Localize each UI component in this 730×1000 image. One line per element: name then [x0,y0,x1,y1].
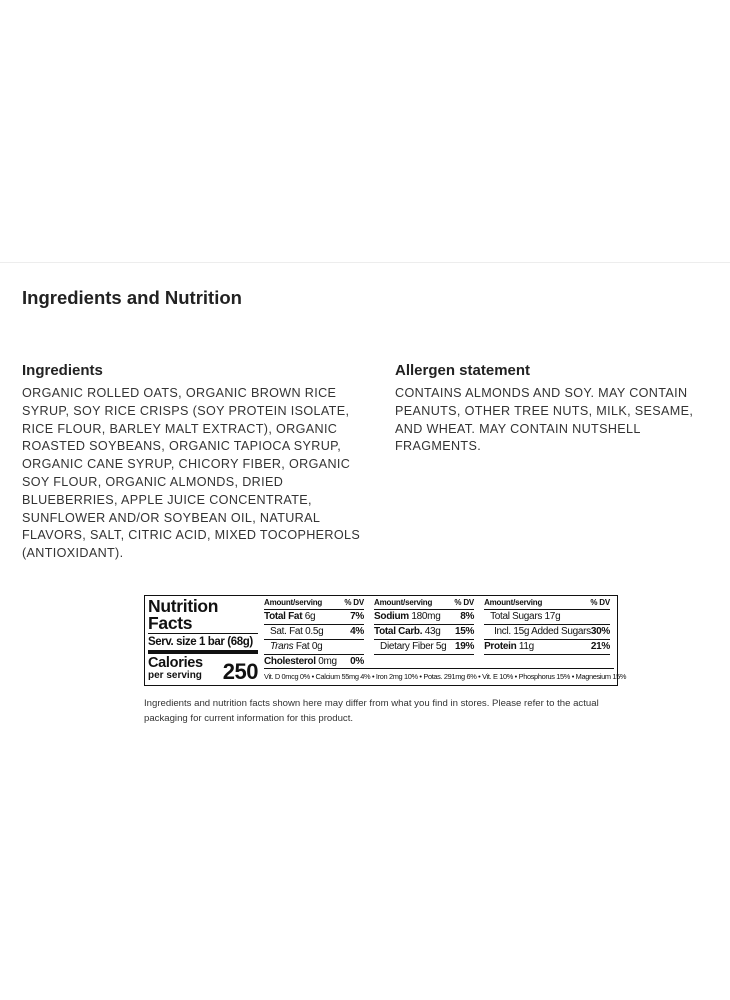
nutrition-facts-panel [144,595,627,686]
column-header: Amount/serving % DV [374,597,474,610]
serving-size: Serv. size 1 bar (68g) [148,636,253,648]
calories-block [148,656,258,686]
amount-header: Amount/serving [264,598,323,607]
nutrition-title-line2: Facts [148,612,193,633]
calories-label: Calories [148,655,203,671]
column-header [264,597,364,610]
allergen-block [395,362,715,456]
ingredients-block [22,362,374,563]
nutrient-column-1 [264,597,368,669]
section-title: Ingredients and Nutrition [22,287,242,308]
nutrient-row: Incl. 15g Added Sugars 30% [484,625,610,640]
nutrient-row: Protein 11g 21% [484,640,610,655]
nutrient-table [264,597,627,683]
nutrient-row: Trans Fat 0g [264,640,364,655]
calories-sub: per serving [148,670,202,681]
nutrient-row: Sat. Fat 0.5g 4% [264,625,364,640]
allergen-heading: Allergen statement [395,362,531,379]
nutrient-column-3 [478,597,614,669]
section-divider [0,262,730,263]
disclaimer: Ingredients and nutrition facts shown here may differ from what you find in stores. Please refer to the actual packaging for current information for this product. [144,698,599,724]
nutrition-title [148,598,258,631]
ingredients-heading: Ingredients [22,362,103,379]
calories-value: 250 [222,659,258,684]
nutrition-title-line1: Nutrition [148,596,219,616]
nutrient-row: Dietary Fiber 5g 19% [374,640,474,655]
nutrient-row: Total Fat 6g 7% [264,610,364,625]
column-header: Amount/serving % DV [484,597,610,610]
rule-thick [148,650,258,654]
nutrition-facts-summary [148,597,258,683]
ingredients-text: ORGANIC ROLLED OATS, ORGANIC BROWN RICE SYRUP, SOY RICE CRISPS (SOY PROTEIN ISOLATE, RICE FLOUR, BARLEY MALT EXTRACT), ORGANIC ROASTED SOYBEANS, ORGANIC TAPIOCA SYRUP, ORGANIC CANE SYRUP, CHICORY FIBER, ORGANIC SOY FLOUR, ORGANIC ALMONDS, DRIED BLUEBERRIES, APPLE JUICE CONCENTRATE, SUNFLOWER AND/OR SOYBEAN OIL, NATURAL FLAVORS, SALT, CITRIC ACID, MIXED TOCOPHEROLS (ANTIOXIDANT). [22,386,361,561]
allergen-text: CONTAINS ALMONDS AND SOY. MAY CONTAIN PEANUTS, OTHER TREE NUTS, MILK, SESAME, AND WHEAT. MAY CONTAIN NUTSHELL FRAGMENTS. [395,386,694,454]
vitamins-line: Vit. D 0mcg 0% • Calcium 55mg 4% • Iron 2mg 10% • Potas. 291mg 6% • Vit. E 10% • Phosphorus 15% • Magnesium 15% [264,668,614,681]
nutrient-row: Sodium 180mg 8% [374,610,474,625]
nutrient-row: Cholesterol 0mg 0% [264,656,365,667]
dv-header: % DV [344,598,365,607]
nutrient-row: Total Carb. 43g 15% [374,625,474,640]
nutrient-row: Total Sugars 17g [484,610,610,625]
nutrient-column-2 [368,597,478,669]
rule [148,633,258,634]
